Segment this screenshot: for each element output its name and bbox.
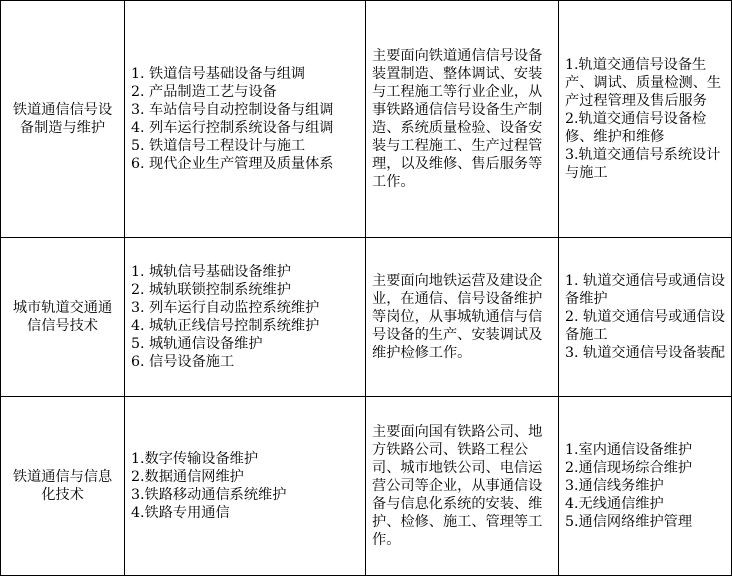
orientation-cell [366,397,559,576]
list-item: 3. 轨道交通信号设备装配 [565,345,725,361]
list-item: 3. 车站信号自动控制设备与组调 [131,102,334,118]
list-item: 4.无线通信维护 [565,496,664,512]
position-list [565,272,725,362]
employment-orientation: 主要面向国有铁路公司、地方铁路公司、铁路工程公司、城市地铁公司、电信运营公司等企业，从事通信设备与信息化系统的安装、维护、检修、施工、管理等工作。 [372,424,543,548]
list-item: 1.数字传输设备维护 [131,451,259,467]
major-name-cell [1,397,125,576]
list-item: 1. 铁道信号基础设备与组调 [131,66,306,82]
list-item: 5. 铁道信号工程设计与施工 [131,138,306,154]
orientation-cell [366,1,559,238]
list-item: 4. 城轨正线信号控制系统维护 [131,318,320,334]
position-list [565,56,725,182]
table-row [1,397,732,576]
major-name: 铁道通信与信息化技术 [12,469,113,503]
list-item: 3.轨道交通信号系统设计与施工 [565,147,721,181]
position-list [565,441,725,531]
table-row [1,1,732,238]
positions-cell [559,1,732,238]
list-item: 4. 列车运行控制系统设备与组调 [131,120,334,136]
list-item: 6. 现代企业生产管理及质量体系 [131,156,334,172]
list-item: 2. 轨道交通信号或通信设备施工 [565,309,725,343]
employment-orientation: 主要面向地铁运营及建设企业，在通信、信号设备维护等岗位，从事城轨通信与信号设备的生产、安装调试及维护检修工作。 [372,273,543,361]
major-name-cell [1,238,125,397]
employment-orientation: 主要面向铁道通信信号设备装置制造、整体调试、安装与工程施工等行业企业，从事铁路通信信号设备生产制造、系统质量检验、设备安装与工程施工、生产过程管理，以及维修、售后服务等工作。 [372,48,543,190]
courses-cell [125,397,366,576]
list-item: 1. 城轨信号基础设备维护 [131,264,291,280]
course-list [131,450,359,522]
list-item: 6. 信号设备施工 [131,354,235,370]
list-item: 2.数据通信网维护 [131,469,244,485]
positions-cell [559,238,732,397]
list-item: 2.轨道交通信号设备检修、维护和维修 [565,111,707,145]
courses-cell [125,1,366,238]
list-item: 4.铁路专用通信 [131,505,230,521]
positions-cell [559,397,732,576]
list-item: 3.通信线务维护 [565,478,664,494]
list-item: 2. 城轨联锁控制系统维护 [131,282,291,298]
list-item: 1.室内通信设备维护 [565,442,693,458]
course-list [131,263,359,371]
list-item: 3. 列车运行自动监控系统维护 [131,300,320,316]
list-item: 5. 城轨通信设备维护 [131,336,263,352]
courses-cell [125,238,366,397]
list-item: 3.铁路移动通信系统维护 [131,487,287,503]
major-name-cell [1,1,125,238]
list-item: 2. 产品制造工艺与设备 [131,84,277,100]
major-name: 城市轨道交通通信信号技术 [12,300,113,334]
table-row [1,238,732,397]
list-item: 2.通信现场综合维护 [565,460,693,476]
list-item: 1.轨道交通信号设备生产、调试、质量检测、生产过程管理及售后服务 [565,57,722,109]
major-name: 铁道通信信号设备制造与维护 [12,102,113,136]
list-item: 1. 轨道交通信号或通信设备维护 [565,273,725,307]
orientation-cell [366,238,559,397]
list-item: 5.通信网络维护管理 [565,514,693,530]
course-list [131,65,359,173]
